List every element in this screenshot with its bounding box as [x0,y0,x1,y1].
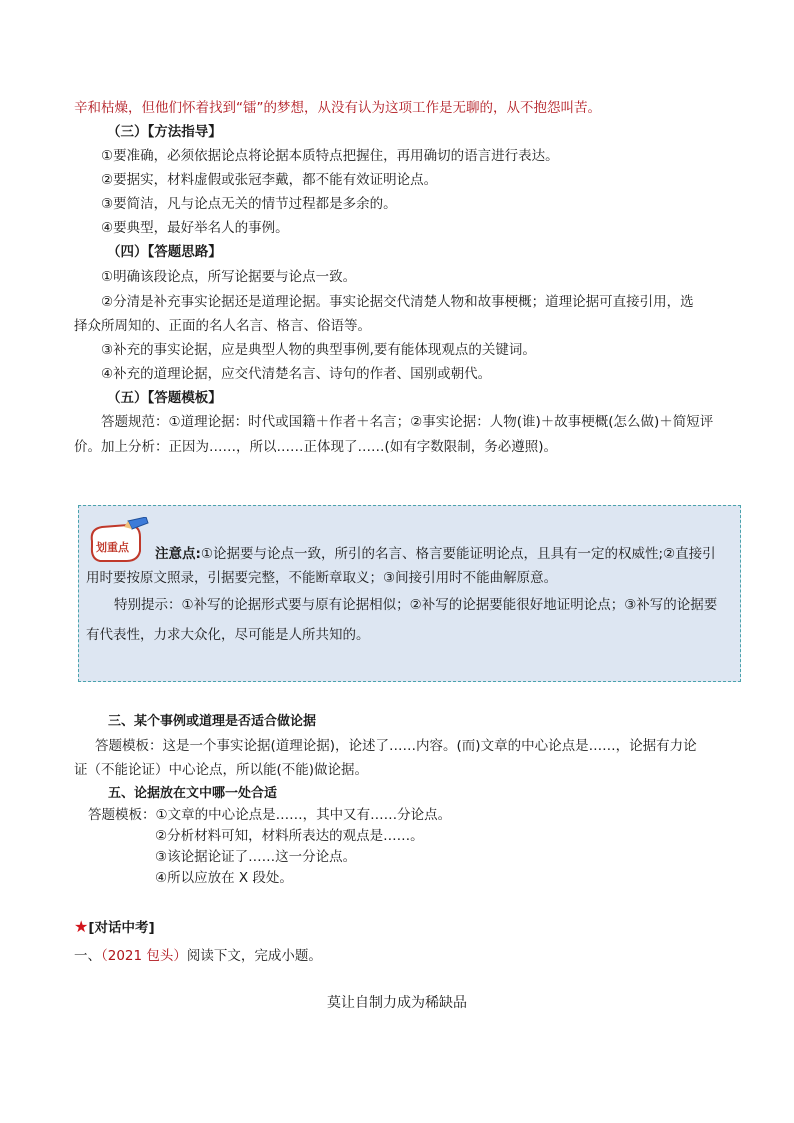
question-text: 阅读下文，完成小题。 [186,948,322,964]
section-heading-method: （三）【方法指导】 [107,124,222,140]
method-item: ②要据实，材料虚假或张冠李戴，都不能有效证明论点。 [101,172,438,188]
method-item: ④要典型，最好举名人的事例。 [101,220,289,236]
question-number: 一、 [74,948,101,964]
approach-item: ③补充的事实论据，应是典型人物的典型事例,要有能体现观点的关键词。 [101,342,536,358]
star-icon: ★ [74,917,89,936]
section-heading-template: （五）【答题模板】 [107,390,222,406]
approach-item: ①明确该段论点，所写论据要与论点一致。 [101,269,357,285]
notice-text-cont: 用时要按原文照录，引据要完整，不能断章取义；③间接引用时不能曲解原意。 [86,570,558,586]
approach-item: ②分清是补充事实论据还是道理论据。事实论据交代清楚人物和故事梗概；道理论据可直接引用，选 [101,294,694,310]
dialog-heading-text: [对话中考] [88,920,155,936]
stamp-label: 划重点 [96,541,129,554]
method-item: ①要准确，必须依据论点将论据本质特点把握住，再用确切的语言进行表达。 [101,148,559,164]
key-point-box [78,505,741,682]
notice-text: ①论据要与论点一致，所引的名言、格言要能证明论点，且具有一定的权威性;②直接引 [200,546,716,562]
part-three-heading: 三、某个事例或道理是否适合做论据 [108,714,317,729]
part-three-text-cont: 证（不能论证）中心论点，所以能(不能)做论据。 [74,762,369,778]
section-heading-approach: （四）【答题思路】 [107,244,222,260]
part-five-heading: 五、论据放在文中哪一处合适 [108,786,278,801]
question-line [74,947,322,965]
question-source: （2021 包头） [101,948,187,964]
method-item: ③要简洁，凡与论点无关的情节过程都是多余的。 [101,196,397,212]
highlight-stamp-icon [88,517,150,565]
approach-item-cont: 择众所周知的、正面的名人名言、格言、俗语等。 [74,318,371,334]
part-five-text: 答题模板：①文章的中心论点是……，其中又有……分论点。 [88,807,452,823]
part-five-text: ③该论据论证了……这一分论点。 [155,849,357,865]
dialog-heading [74,918,155,937]
notice-line [155,545,716,563]
article-title: 莫让自制力成为稀缺品 [327,995,467,1011]
part-five-text: ②分析材料可知，材料所表达的观点是……。 [155,828,424,844]
template-text-cont: 价。加上分析：正因为……，所以……正体现了……(如有字数限制，务必遵照)。 [74,439,558,455]
special-tip: 特别提示：①补写的论据形式要与原有论据相似；②补写的论据要能很好地证明论点；③补写的论据要 [114,597,718,613]
continued-paragraph: 辛和枯燥，但他们怀着找到“镭”的梦想，从没有认为这项工作是无聊的，从不抱怨叫苦。 [74,100,601,116]
part-five-text: ④所以应放在 X 段处。 [155,870,293,886]
part-three-text: 答题模板：这是一个事实论据(道理论据)，论述了……内容。(而)文章的中心论点是……，论据有力论 [95,738,697,754]
notice-label: 注意点: [155,546,201,562]
approach-item: ④补充的道理论据，应交代清楚名言、诗句的作者、国别或朝代。 [101,366,492,382]
special-tip-cont: 有代表性，力求大众化，尽可能是人所共知的。 [86,627,370,643]
template-text: 答题规范：①道理论据：时代或国籍＋作者＋名言；②事实论据：人物(谁)＋故事梗概(怎么做)＋简短评 [101,414,714,430]
